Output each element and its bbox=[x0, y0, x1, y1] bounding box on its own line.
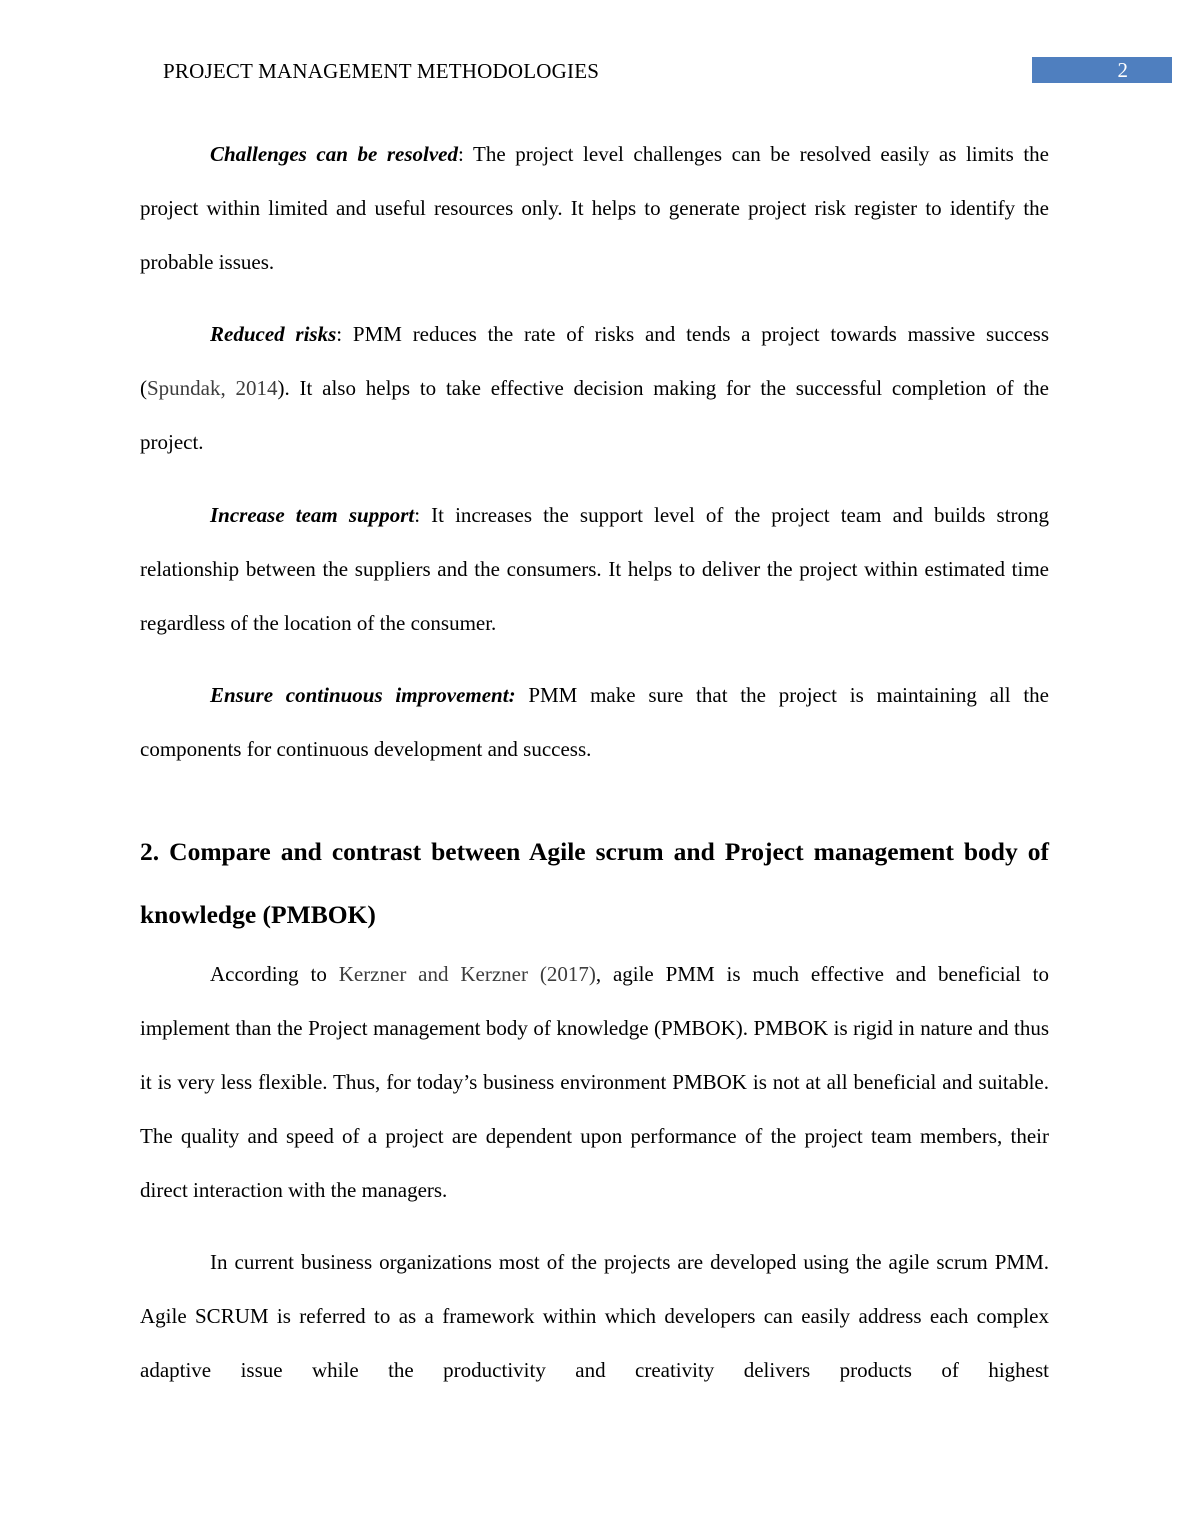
paragraph-text: PMM make sure that the project is maintaining all the components for continuous development and success. bbox=[140, 683, 1049, 761]
term-suffix: : bbox=[457, 142, 464, 166]
term-reduced-risks: Reduced risks bbox=[210, 322, 337, 346]
paragraph-agile-scrum bbox=[140, 1235, 1049, 1397]
term-continuous-improvement: Ensure continuous improvement: bbox=[210, 683, 516, 707]
paragraph-continuous-improvement bbox=[140, 668, 1049, 776]
paragraph-text: PMM reduces the rate of risks and tends a project towards massive success ( bbox=[140, 322, 1050, 400]
paragraph-text: The project level challenges can be resolved easily as limits the project within limited and useful resources only. It helps to generate project risk register to identify the probable issues. bbox=[140, 142, 1050, 274]
term-suffix: : bbox=[336, 322, 343, 346]
section-heading: 2. Compare and contrast between Agile scrum and Project management body of knowledge (PMBOK) bbox=[140, 837, 1049, 929]
paragraph-team-support bbox=[140, 488, 1049, 650]
citation-link[interactable]: Kerzner and Kerzner (2017) bbox=[338, 962, 596, 986]
page-number: 2 bbox=[1117, 58, 1128, 82]
paragraph-agile-vs-pmbok bbox=[140, 947, 1049, 1217]
running-header-title: PROJECT MANAGEMENT METHODOLOGIES bbox=[163, 59, 600, 83]
paragraph-challenges bbox=[140, 127, 1049, 289]
term-challenges: Challenges can be resolved bbox=[210, 142, 458, 166]
term-team-support: Increase team support bbox=[210, 503, 415, 527]
paragraph-text: , agile PMM is much effective and beneficial to implement than the Project management body of knowledge (PMBOK). PMBOK is rigid in nature and thus it is very less flexible. Thus, for today’s business environment PMBOK is not at all beneficial and suitable. The quality and speed of a project are dependent upon performance of the project team members, their direct interaction with the managers. bbox=[140, 962, 1049, 1202]
paragraph-text: According to bbox=[210, 962, 339, 986]
paragraph-reduced-risks bbox=[140, 307, 1049, 469]
paragraph-text: In current business organizations most of the projects are developed using the agile scrum PMM. Agile SCRUM is referred to as a framework within which developers can easily address each complex adaptive issue while the productivity and creativity delivers products of highest bbox=[140, 1250, 1049, 1382]
citation-link[interactable]: Spundak, 2014 bbox=[147, 376, 278, 400]
page-number-box bbox=[1032, 57, 1172, 83]
term-suffix: : bbox=[414, 503, 421, 527]
paragraph-text: It increases the support level of the project team and builds strong relationship between the suppliers and the consumers. It helps to deliver the project within estimated time regardless of the location of the consumer. bbox=[140, 503, 1049, 635]
paragraph-text: ). It also helps to take effective decision making for the successful completion of the project. bbox=[140, 376, 1049, 454]
